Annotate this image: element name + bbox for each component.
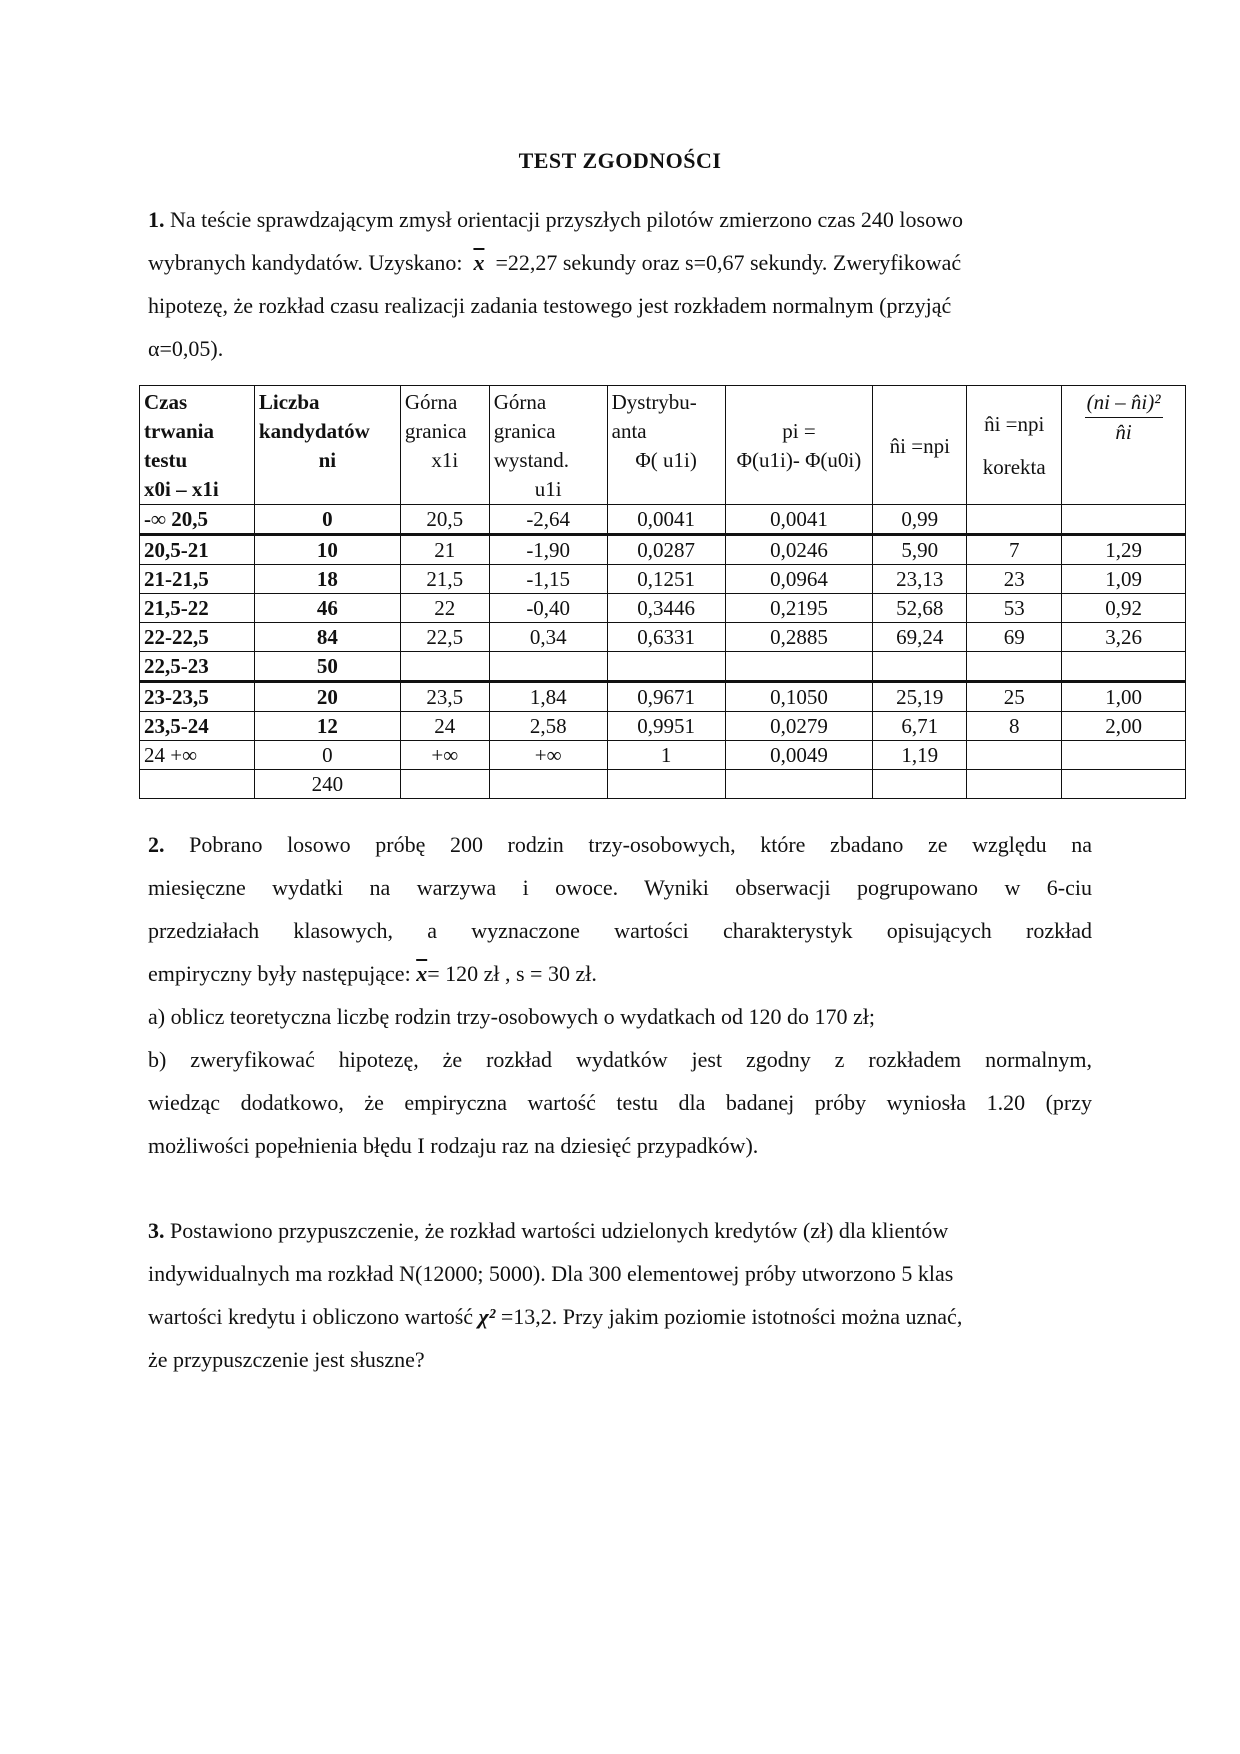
task-1-line-1: 1. Na teście sprawdzającym zmysł orientacji przyszłych pilotów zmierzono czas 240 losowo [148,207,963,232]
table-cell: 0,0041 [607,505,725,535]
table-cell: 2,00 [1062,712,1186,741]
header-chi-term: $\frac{\text{(ni – n̂i)²}}{n̂i}$ [1062,386,1186,505]
table-cell: 0,0049 [725,741,873,770]
task-2-line-2: miesięczne wydatki na warzywa i owoce. Wyniki obserwacji pogrupowano w 6-ciu [148,875,1092,900]
table-cell [489,652,607,682]
table-cell [873,770,967,799]
table-cell: 0,0287 [607,535,725,565]
mean-symbol: $\overline{x}$ [473,250,485,275]
table-cell: -2,64 [489,505,607,535]
table-cell: 1,00 [1062,682,1186,712]
table-cell: 20,5 [400,505,489,535]
table-cell: 21,5 [400,565,489,594]
table-cell: 0,6331 [607,623,725,652]
task-3-text [148,1209,1092,1381]
table-cell: 53 [967,594,1062,623]
table-cell: 23,5-24 [140,712,255,741]
task-3-line-2: indywidualnych ma rozkład N(12000; 5000). Dla 300 elementowej próby utworzono 5 klas [148,1261,954,1286]
table-cell [967,505,1062,535]
task-2-number: 2. [148,832,165,857]
table-cell: 21-21,5 [140,565,255,594]
table-cell: 22,5 [400,623,489,652]
header-expected: n̂i =npi [873,386,967,505]
table-cell [967,652,1062,682]
table-cell: 2,58 [489,712,607,741]
table-cell: 1,09 [1062,565,1186,594]
table-cell: +∞ [400,741,489,770]
table-cell [400,652,489,682]
table-cell: 0,9951 [607,712,725,741]
table-row [140,741,1186,770]
table-cell: 7 [967,535,1062,565]
task-2-line-3: przedziałach klasowych, a wyznaczone wartości charakterystyk opisujących rozkład [148,918,1092,943]
table-cell: 23-23,5 [140,682,255,712]
table-cell [725,770,873,799]
table-cell: 12 [254,712,400,741]
table-cell: 23 [967,565,1062,594]
table-cell: 22 [400,594,489,623]
table-cell: 0,1050 [725,682,873,712]
header-standardized-bound: Górna granica wystand. u1i [489,386,607,505]
header-expected-corrected: n̂i =npi korekta [967,386,1062,505]
table-cell [873,652,967,682]
task-2-line-4: empiryczny były następujące: $\overline{x}= 120$ zł , s = 30 zł. [148,961,597,986]
table-row [140,712,1186,741]
table-cell: 5,90 [873,535,967,565]
table-cell: 23,5 [400,682,489,712]
table-cell: 240 [254,770,400,799]
table-cell [607,652,725,682]
table-cell: 0,99 [873,505,967,535]
table-cell: 22-22,5 [140,623,255,652]
task-2-line-8: możliwości popełnienia błędu I rodzaju raz na dziesięć przypadków). [148,1133,759,1158]
table-cell: 21,5-22 [140,594,255,623]
table-cell: 0,3446 [607,594,725,623]
task-1-text [148,198,1092,370]
header-probability: pi = Φ(u1i)- Φ(u0i) [725,386,873,505]
task-2-line-7: wiedząc dodatkowo, że empiryczna wartość testu dla badanej próby wyniosła 1.20 (przy [148,1090,1092,1115]
table-cell: 0,0041 [725,505,873,535]
table-cell: 50 [254,652,400,682]
table-cell [1062,741,1186,770]
table-row [140,623,1186,652]
table-cell: 10 [254,535,400,565]
table-cell: -0,40 [489,594,607,623]
table-cell: 0,92 [1062,594,1186,623]
table-cell: 0,34 [489,623,607,652]
header-time: Czas trwania testu x0i – x1i [140,386,255,505]
table-row [140,682,1186,712]
table-row [140,770,1186,799]
table-row [140,652,1186,682]
table-cell [140,770,255,799]
task-3-line-3: wartości kredytu i obliczono wartość χ² =13,2. Przy jakim poziomie istotności można uznać, [148,1304,963,1329]
task-2-line-6: b) zweryfikować hipotezę, że rozkład wydatków jest zgodny z rozkładem normalnym, [148,1047,1092,1072]
table-cell: 25 [967,682,1062,712]
table-cell: 84 [254,623,400,652]
table-cell: 20 [254,682,400,712]
table-cell: 6,71 [873,712,967,741]
table-cell: 0,2195 [725,594,873,623]
distribution-table [139,385,1186,799]
task-1-line-2: wybranych kandydatów. Uzyskano: $\overline{x} =22,27$ sekundy oraz s=0,67 sekundy. Zweryfikować [148,250,962,275]
task-1-number: 1. [148,207,165,232]
table-row [140,594,1186,623]
table-row [140,565,1186,594]
task-2-line-5: a) oblicz teoretyczna liczbę rodzin trzy-osobowych o wydatkach od 120 do 170 zł; [148,1004,875,1029]
table-cell: 21 [400,535,489,565]
task-3-number: 3. [148,1218,165,1243]
table-cell: 24 +∞ [140,741,255,770]
task-3-line-4: że przypuszczenie jest słuszne? [148,1347,425,1372]
table-cell: 0,2885 [725,623,873,652]
task-1-line-3: hipotezę, że rozkład czasu realizacji zadania testowego jest rozkładem normalnym (przyjąć [148,293,952,318]
table-cell [489,770,607,799]
table-cell: 0,0279 [725,712,873,741]
table-cell: 46 [254,594,400,623]
table-cell: -∞ 20,5 [140,505,255,535]
table-cell [1062,770,1186,799]
table-cell: 23,13 [873,565,967,594]
mean-symbol: $\overline{x}$ [416,961,428,986]
table-cell: 52,68 [873,594,967,623]
table-cell: 1,19 [873,741,967,770]
table-cell: 24 [400,712,489,741]
table-cell [400,770,489,799]
table-cell: 20,5-21 [140,535,255,565]
table-cell: 22,5-23 [140,652,255,682]
table-cell: 8 [967,712,1062,741]
header-count: Liczba kandydatów ni [254,386,400,505]
table-cell: 1,84 [489,682,607,712]
table-cell: -1,90 [489,535,607,565]
table-cell [967,741,1062,770]
table-cell [967,770,1062,799]
table-body [140,505,1186,799]
table-cell [1062,652,1186,682]
table-cell: 0 [254,505,400,535]
table-cell: 25,19 [873,682,967,712]
table-header-row [140,386,1186,505]
table-cell: 0,1251 [607,565,725,594]
task-2-text [148,823,1092,1167]
table-cell: -1,15 [489,565,607,594]
chi-square-symbol: χ² [478,1304,496,1329]
header-cdf: Dystrybu- anta Φ( u1i) [607,386,725,505]
table-cell: 69 [967,623,1062,652]
table-cell: 3,26 [1062,623,1186,652]
table-cell: 1 [607,741,725,770]
header-upper-bound: Górna granica x1i [400,386,489,505]
table-cell: 0,0246 [725,535,873,565]
table-cell: 0 [254,741,400,770]
task-3-line-1: 3. Postawiono przypuszczenie, że rozkład wartości udzielonych kredytów (zł) dla klientów [148,1218,949,1243]
table-cell: 1,29 [1062,535,1186,565]
table-cell: 0,0964 [725,565,873,594]
table-row [140,505,1186,535]
table-cell: 69,24 [873,623,967,652]
table-cell [725,652,873,682]
task-1-line-4: α=0,05). [148,336,224,361]
task-2-line-1: 2. Pobrano losowo próbę 200 rodzin trzy-osobowych, które zbadano ze względu na [148,832,1093,857]
table-cell: +∞ [489,741,607,770]
table-cell: 0,9671 [607,682,725,712]
table-row [140,535,1186,565]
table-cell [1062,505,1186,535]
table-cell: 18 [254,565,400,594]
table-cell [607,770,725,799]
page-title: TEST ZGODNOŚCI [518,148,722,173]
